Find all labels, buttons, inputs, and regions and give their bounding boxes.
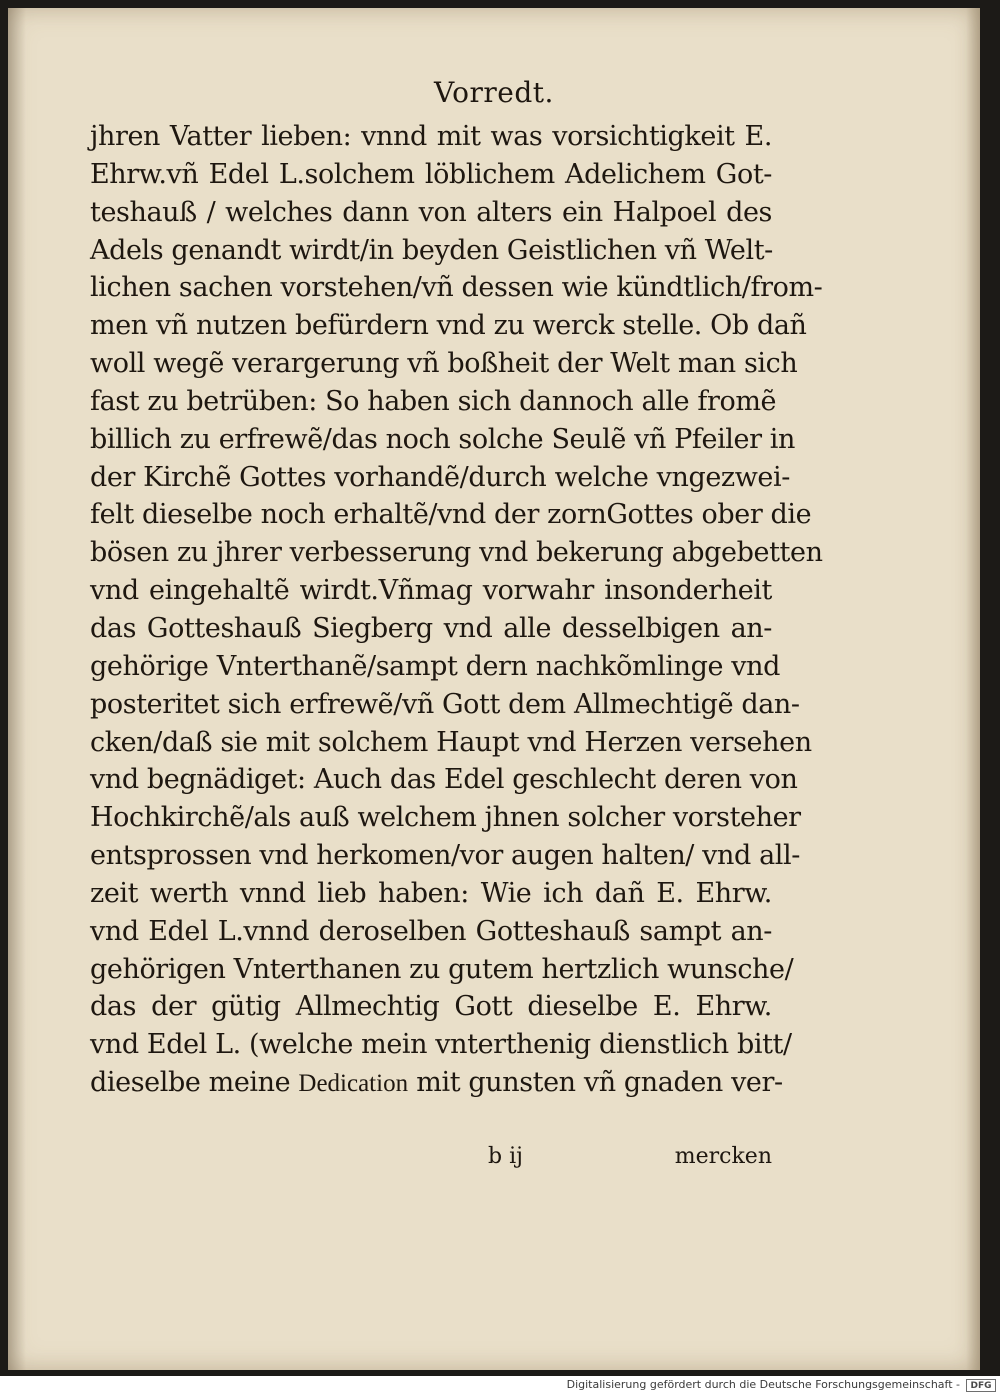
page-edge <box>966 8 980 1370</box>
text-line: vnd Edel L.vnnd deroselben Gotteshauß sampt an- <box>90 915 772 947</box>
text-line: cken/daß sie mit solchem Haupt vnd Herzen versehen <box>90 726 812 758</box>
text-line-last <box>90 1064 783 1102</box>
dfg-logo: DFG <box>966 1379 996 1392</box>
text-line: entsprossen vnd herkomen/vor augen halten/ vnd all- <box>90 840 800 872</box>
text-line: Adels genandt wirdt/in beyden Geistlichen vñ Welt- <box>90 234 773 266</box>
text-line: das der gütig Allmechtig Gott dieselbe E. Ehrw. <box>90 991 772 1023</box>
text-line: zeit werth vnnd lieb haben: Wie ich dañ E. Ehrw. <box>90 877 772 909</box>
footer-bar <box>0 1376 1000 1396</box>
text-line: felt dieselbe noch erhaltẽ/vnd der zornGottes ober die <box>90 499 812 531</box>
text-line: billich zu erfrewẽ/das noch solche Seulẽ vñ Pfeiler in <box>90 423 796 455</box>
spine-shadow <box>8 8 26 1370</box>
funding-notice: Digitalisierung gefördert durch die Deutsche Forschungsgemeinschaft - <box>566 1378 960 1391</box>
catchword: mercken <box>674 1144 772 1169</box>
text-line: vnd eingehaltẽ wirdt.Vñmag vorwahr insonderheit <box>90 575 772 607</box>
text-line: jhren Vatter lieben: vnnd mit was vorsichtigkeit E. <box>90 121 772 152</box>
text-line: lichen sachen vorstehen/vñ dessen wie kündtlich/from- <box>90 272 823 304</box>
book-page <box>8 8 980 1370</box>
last-line-start: dieselbe meine <box>90 1067 299 1099</box>
text-line: fast zu betrüben: So haben sich dannoch alle fromẽ <box>90 385 777 417</box>
text-line: vnd begnädiget: Auch das Edel geschlecht deren von <box>90 764 798 796</box>
last-line-end: mit gunsten vñ gnaden ver- <box>408 1067 783 1099</box>
text-line: der Kirchẽ Gottes vorhandẽ/durch welche vngezwei- <box>90 461 790 493</box>
text-line: men vñ nutzen befürdern vnd zu werck stelle. Ob dañ <box>90 310 807 342</box>
text-line: Hochkirchẽ/als auß welchem jhnen solcher vorsteher <box>90 802 801 834</box>
text-line: vnd Edel L. (welche mein vnterthenig dienstlich bitt/ <box>90 1029 792 1061</box>
text-line: gehörigen Vnterthanen zu gutem hertzlich wunsche/ <box>90 953 794 985</box>
text-line: das Gotteshauß Siegberg vnd alle desselbigen an- <box>90 612 772 644</box>
dedication-label: Dedication <box>298 1070 409 1098</box>
text-line: teshauß / welches dann von alters ein Halpoel des <box>90 196 772 228</box>
body-text <box>90 118 823 1102</box>
text-line: bösen zu jhrer verbesserung vnd bekerung abgebetten <box>90 537 823 569</box>
text-line: woll wegẽ verargerung vñ boßheit der Welt man sich <box>90 348 798 380</box>
text-line: posteritet sich erfrewẽ/vñ Gott dem Allmechtigẽ dan- <box>90 688 800 720</box>
signature-line <box>90 1144 772 1174</box>
text-line: Ehrw.vñ Edel L.solchem löblichem Adelichem Got- <box>90 158 772 190</box>
running-head: Vorredt. <box>434 76 554 109</box>
signature-mark: b ij <box>488 1144 523 1169</box>
text-line: gehörige Vnterthanẽ/sampt dern nachkõmlinge vnd <box>90 650 780 682</box>
